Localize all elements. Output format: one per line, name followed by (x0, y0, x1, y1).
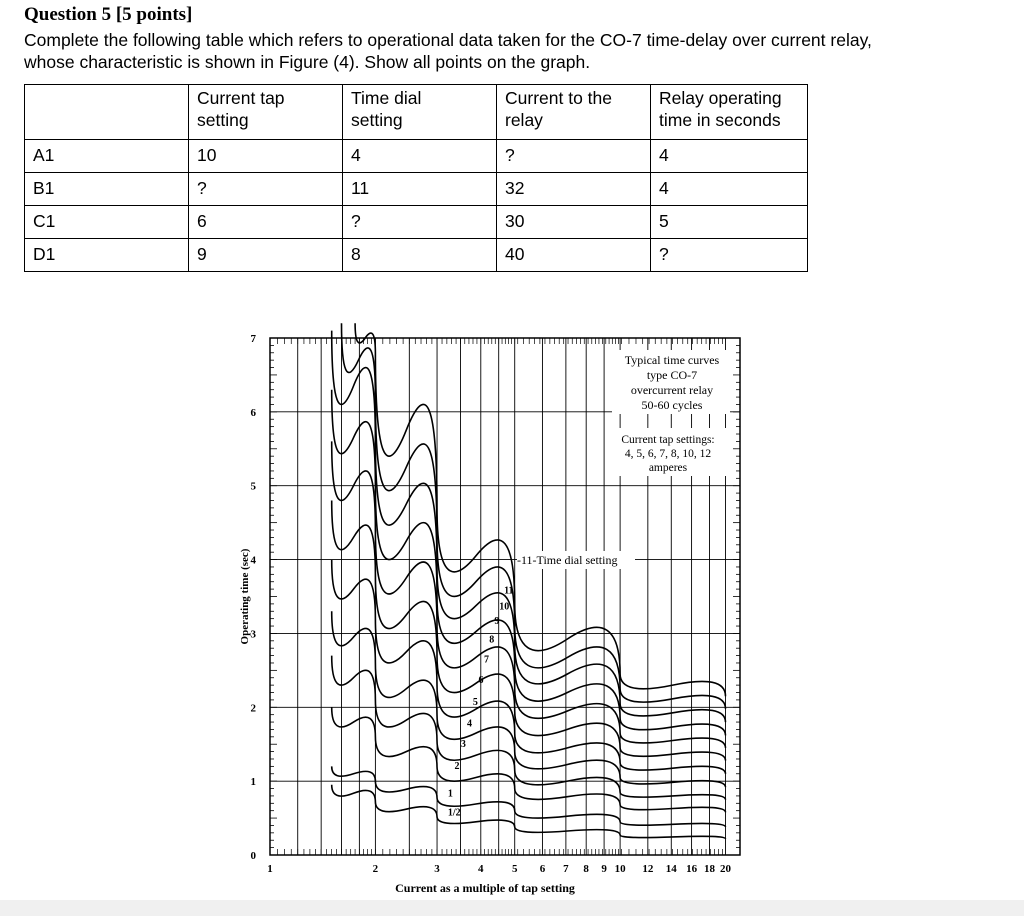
x-tick-label: 7 (563, 863, 569, 875)
curve-label: 9 (494, 616, 500, 628)
chart-title-line: Typical time curves (624, 353, 720, 367)
y-tick-label: 7 (250, 333, 256, 345)
header-cell-tap: Current tap setting (189, 85, 343, 140)
x-tick-label: 10 (614, 863, 626, 875)
table-cell: ? (343, 206, 497, 239)
x-tick-label: 14 (665, 863, 677, 875)
table-cell: 5 (651, 206, 808, 239)
curve-label: 11 (504, 585, 514, 597)
table-cell: C1 (25, 206, 189, 239)
x-tick-label: 6 (539, 863, 546, 875)
table-cell: D1 (25, 239, 189, 272)
table-cell: 11 (343, 173, 497, 206)
y-tick-label: 3 (250, 628, 256, 641)
x-tick-label: 3 (434, 863, 440, 875)
table-cell: ? (497, 140, 651, 173)
time-curve (332, 441, 726, 751)
x-tick-label: 4 (478, 863, 484, 875)
question-text-line-2: whose characteristic is shown in Figure (4). Show all points on the graph. (24, 52, 591, 72)
header-cell-time: Relay operating time in seconds (651, 85, 808, 140)
y-tick-label: 5 (250, 480, 256, 493)
header-cell-dial: Time dial setting (343, 85, 497, 140)
table-cell: A1 (25, 140, 189, 173)
question-text-line-1: Complete the following table which refers to operational data taken for the CO-7 time-delay over current relay, (24, 30, 872, 50)
time-curve (332, 785, 726, 839)
tap-settings-line: Current tap settings: (621, 434, 715, 446)
x-tick-label: 20 (720, 863, 732, 875)
table-cell: ? (651, 239, 808, 272)
curve-label: 4 (466, 718, 472, 730)
x-tick-label: 16 (686, 863, 698, 875)
chart-title-line: 50-60 cycles (641, 398, 703, 412)
question-title: Question 5 [5 points] (24, 4, 193, 25)
x-tick-label: 8 (583, 863, 589, 875)
tap-settings-line: 4, 5, 6, 7, 8, 10, 12 (624, 448, 712, 460)
curve-label: 1 (447, 788, 453, 800)
tap-settings-line: amperes (648, 462, 688, 474)
table-cell: B1 (25, 173, 189, 206)
x-tick-label: 1 (267, 863, 273, 875)
y-tick-label: 2 (250, 702, 256, 715)
chart-title-line: type CO-7 (646, 368, 698, 382)
time-curve (332, 501, 726, 761)
y-axis-label: Operating time (sec) (239, 548, 251, 645)
curve-label: 7 (484, 654, 490, 666)
table-cell: 4 (651, 173, 808, 206)
x-tick-label: 9 (601, 863, 607, 875)
curve-label: 5 (472, 696, 478, 708)
curve-label: 8 (489, 634, 495, 646)
curve-label: 1/2 (447, 807, 461, 819)
chart-title-line: overcurrent relay (630, 383, 714, 397)
table-cell: 9 (189, 239, 343, 272)
curve-label: 3 (460, 739, 466, 751)
table-cell: ? (189, 173, 343, 206)
x-tick-label: 2 (372, 863, 379, 875)
table-cell: 40 (497, 239, 651, 272)
x-axis-label: Current as a multiple of tap setting (395, 881, 575, 895)
table-cell: 6 (189, 206, 343, 239)
x-tick-label: 18 (703, 863, 715, 875)
table-cell: 32 (497, 173, 651, 206)
table-cell: 10 (189, 140, 343, 173)
curve-label: 6 (478, 675, 484, 687)
y-tick-label: 0 (250, 850, 256, 862)
table-cell: 4 (343, 140, 497, 173)
y-tick-label: 1 (250, 776, 256, 789)
header-cell-current: Current to the relay (497, 85, 651, 140)
table-cell: 8 (343, 239, 497, 272)
table-cell: 30 (497, 206, 651, 239)
dial-annotation: -11-Time dial setting (517, 553, 618, 567)
curve-label: 10 (499, 601, 510, 613)
curve-label: 2 (454, 760, 460, 772)
y-tick-label: 6 (250, 406, 256, 419)
y-tick-label: 4 (250, 554, 256, 567)
x-tick-label: 5 (511, 863, 518, 875)
bottom-strip (0, 900, 1024, 916)
x-tick-label: 12 (642, 863, 654, 875)
table-cell: 4 (651, 140, 808, 173)
